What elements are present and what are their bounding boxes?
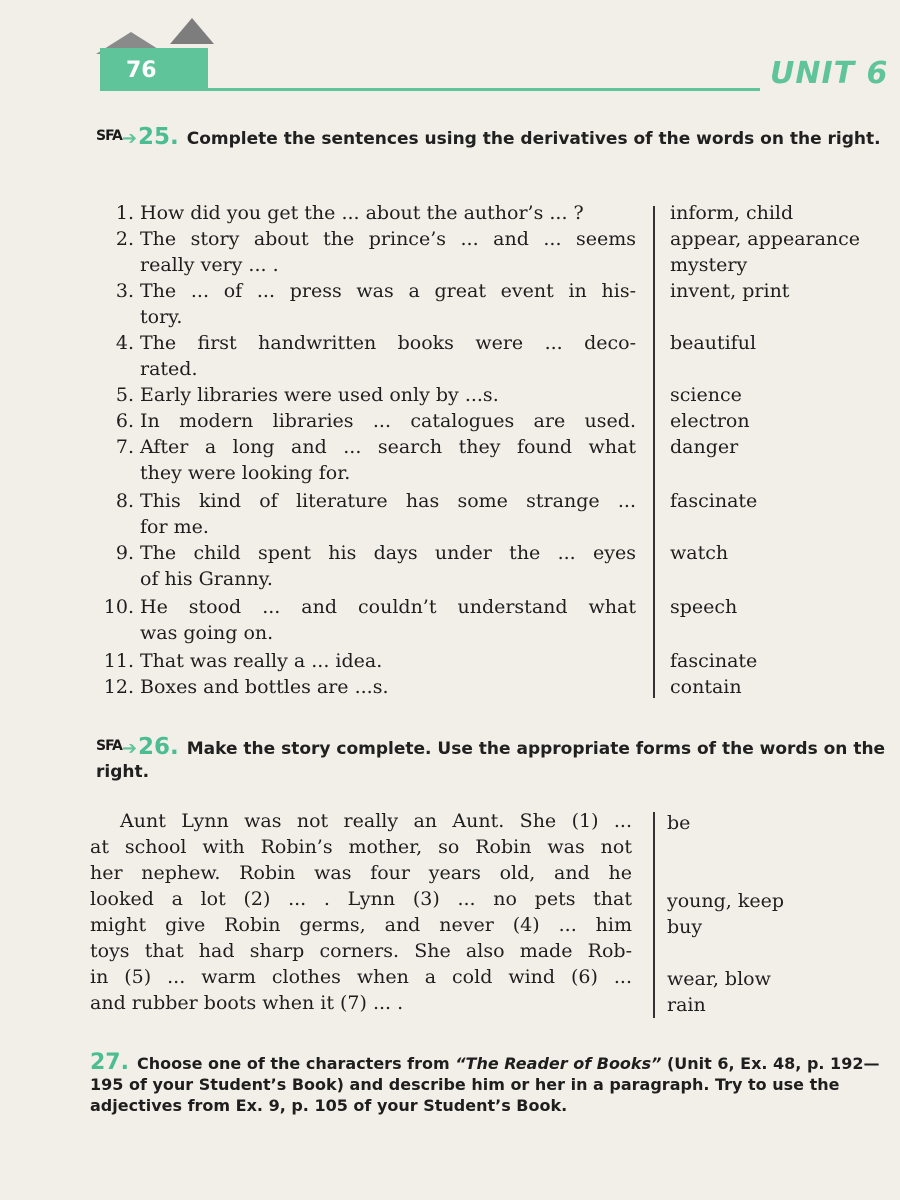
house-roof-icon xyxy=(170,18,214,44)
sfa-badge: SFA xyxy=(96,128,122,144)
story-line: looked a lot (2) ... . Lynn (3) ... no pets that xyxy=(90,888,632,910)
item-text: of his Granny. xyxy=(140,568,273,590)
book-title: “The Reader of Books” xyxy=(455,1054,662,1073)
item-number: 9. xyxy=(115,542,134,564)
item-word: fascinate xyxy=(670,490,758,512)
item-number: 4. xyxy=(115,332,134,354)
item-number: 8. xyxy=(115,490,134,512)
item-number: 10. xyxy=(103,596,134,618)
item-number: 5. xyxy=(115,384,134,406)
item-text: He stood ... and couldn’t understand what xyxy=(140,596,636,618)
item-word: watch xyxy=(670,542,729,564)
item-text: was going on. xyxy=(140,622,274,644)
item-word: danger xyxy=(670,436,739,458)
exercise-number: 27. xyxy=(90,1050,129,1075)
exercise-26-heading xyxy=(96,736,886,783)
item-number: 3. xyxy=(115,280,134,302)
exercise-text: (Unit 6, Ex. 48, p. 192—195 of your Student’s Book) and describe him or her in a paragraph. Try to use the adjectives from Ex. 9, p. 105 of your Student’s Book. xyxy=(90,1054,880,1115)
item-word: fascinate xyxy=(670,650,758,672)
item-text: The child spent his days under the ... eyes xyxy=(140,542,636,564)
item-text: That was really a ... idea. xyxy=(140,650,383,672)
story-word: rain xyxy=(667,994,706,1016)
item-text: This kind of literature has some strange ... xyxy=(140,490,636,512)
story-line: and rubber boots when it (7) ... . xyxy=(90,992,404,1014)
item-number: 1. xyxy=(115,202,134,224)
item-number: 2. xyxy=(115,228,134,250)
exercise-number: 25. xyxy=(137,124,179,150)
item-word: inform, child xyxy=(670,202,794,224)
unit-label: UNIT 6 xyxy=(770,56,889,91)
story-line: toys that had sharp corners. She also made Rob- xyxy=(90,940,632,962)
item-text: How did you get the ... about the author’s ... ? xyxy=(140,202,584,224)
item-text: The ... of ... press was a great event in his- xyxy=(140,280,636,302)
item-number: 6. xyxy=(115,410,134,432)
exercise-27 xyxy=(90,1052,890,1116)
item-text: they were looking for. xyxy=(140,462,351,484)
item-text: After a long and ... search they found what xyxy=(140,436,636,458)
story-line: might give Robin germs, and never (4) ... him xyxy=(90,914,632,936)
item-word: electron xyxy=(670,410,750,432)
header-rule xyxy=(100,88,760,91)
story-word: wear, blow xyxy=(667,968,771,990)
sfa-badge: SFA xyxy=(96,738,122,754)
item-text: really very ... . xyxy=(140,254,279,276)
item-word: appear, appearance xyxy=(670,228,861,250)
story-word: buy xyxy=(667,916,703,938)
exercise-text: Choose one of the characters from xyxy=(136,1054,456,1073)
story-word: young, keep xyxy=(667,890,785,912)
item-number: 7. xyxy=(115,436,134,458)
column-divider xyxy=(653,206,655,698)
item-text: The first handwritten books were ... deco- xyxy=(140,332,636,354)
item-text: The story about the prince’s ... and ... seems xyxy=(140,228,636,250)
item-word: beautiful xyxy=(670,332,757,354)
item-word: contain xyxy=(670,676,742,698)
exercise-25-heading xyxy=(96,126,886,151)
item-word: speech xyxy=(670,596,738,618)
story-word: be xyxy=(667,812,691,834)
story-line: in (5) ... warm clothes when a cold wind (6) ... xyxy=(90,966,632,988)
item-text: Early libraries were used only by ...s. xyxy=(140,384,499,406)
item-word: invent, print xyxy=(670,280,790,302)
story-line: her nephew. Robin was four years old, and he xyxy=(90,862,632,884)
item-text: tory. xyxy=(140,306,183,328)
item-text: In modern libraries ... catalogues are used. xyxy=(140,410,636,432)
item-word: science xyxy=(670,384,742,406)
page-number: 76 xyxy=(126,58,157,83)
item-text: Boxes and bottles are ...s. xyxy=(140,676,389,698)
item-number: 11. xyxy=(103,650,134,672)
story-line: at school with Robin’s mother, so Robin was not xyxy=(90,836,632,858)
exercise-number: 26. xyxy=(137,734,179,760)
item-word: mystery xyxy=(670,254,748,276)
item-text: rated. xyxy=(140,358,198,380)
column-divider xyxy=(653,812,655,1018)
exercise-instruction: Complete the sentences using the derivatives of the words on the right. xyxy=(186,129,881,149)
item-text: for me. xyxy=(140,516,209,538)
arrow-icon: ➔ xyxy=(121,128,137,149)
arrow-icon: ➔ xyxy=(121,738,137,759)
exercise-instruction: Make the story complete. Use the appropriate forms of the words on the right. xyxy=(96,739,886,782)
story-line: Aunt Lynn was not really an Aunt. She (1) ... xyxy=(120,810,632,832)
item-number: 12. xyxy=(103,676,134,698)
page-header xyxy=(0,0,900,110)
story-text xyxy=(90,808,632,1016)
